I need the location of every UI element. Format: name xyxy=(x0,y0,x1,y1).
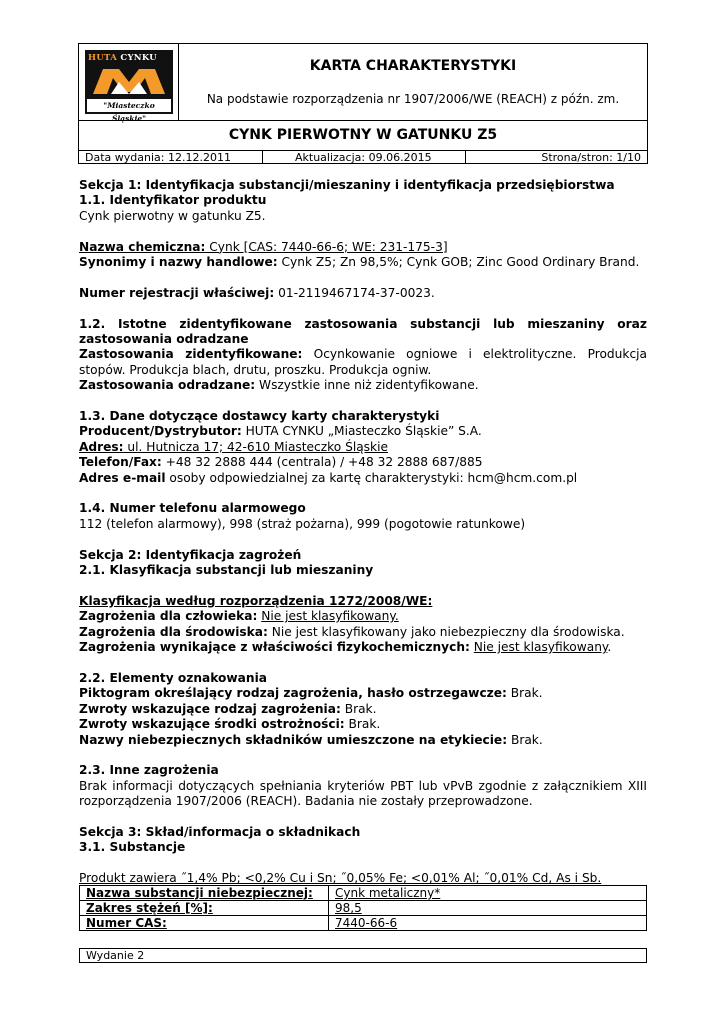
email-line xyxy=(79,471,647,486)
synonyms-label: Synonimy i nazwy handlowe: xyxy=(79,255,278,270)
table-row xyxy=(80,886,647,901)
email-value[interactable]: osoby odpowiedzialnej za kartę charakterystyki: hcm@hcm.com.pl xyxy=(165,470,578,485)
logo-top-text: HUTA CYNKU xyxy=(88,53,157,63)
logo-bottom-text: "Miasteczko Śląskie" xyxy=(87,99,171,112)
producer-line xyxy=(79,424,647,439)
subsection-1-2-heading: 1.2. Istotne zidentyfikowane zastosowania substancji lub mieszaniny oraz zastosowania odradzane xyxy=(79,316,647,347)
label-components-value: Brak. xyxy=(507,732,543,747)
phone-line xyxy=(79,455,647,470)
identified-uses-line xyxy=(79,347,647,378)
subsection-2-2-heading: 2.2. Elementy oznakowania xyxy=(79,670,267,685)
identified-uses-label: Zastosowania zidentyfikowane: xyxy=(79,347,303,362)
hazard-statements-line xyxy=(79,702,647,717)
meta-divider xyxy=(262,150,263,164)
address-line xyxy=(79,440,647,455)
environment-hazard-value: Nie jest klasyfikowany jako niebezpieczny dla środowiska. xyxy=(267,624,625,639)
other-hazards-text: Brak informacji dotyczących spełniania kryteriów PBT lub vPvB zgodnie z załącznikiem XIII rozporządzenia 1907/2006 (REACH). Badania nie zostały przeprowadzone. xyxy=(79,778,647,809)
company-logo xyxy=(85,50,173,123)
header-meta-row xyxy=(79,151,647,164)
subsection-3-1-heading: 3.1. Substancje xyxy=(79,840,186,855)
page-info: Strona/stron: 1/10 xyxy=(541,151,641,164)
table-key: Zakres stężeń [%]: xyxy=(80,901,329,916)
identified-uses-value: Ocynkowanie ogniowe i elektrolityczne. Produkcja stopów. Produkcja blach, drutu, proszku. Produkcja ogniw. xyxy=(79,347,648,377)
pictogram-value: Brak. xyxy=(506,686,543,701)
address-value: ul. Hutnicza 17; 42-610 Miasteczko Śląskie xyxy=(123,439,388,454)
table-key: Nazwa substancji niebezpiecznej: xyxy=(80,886,329,901)
phone-label: Telefon/Fax: xyxy=(79,455,162,470)
human-hazard-line xyxy=(79,609,647,624)
chemical-name-value: Cynk [CAS: 7440-66-6; WE: 231-175-3] xyxy=(205,239,448,254)
subsection-1-3-heading: 1.3. Dane dotyczące dostawcy karty charakterystyki xyxy=(79,409,440,424)
document-title: KARTA CHARAKTERYSTYKI xyxy=(309,58,517,74)
product-name: CYNK PIERWOTNY W GATUNKU Z5 xyxy=(228,127,498,143)
pictogram-line xyxy=(79,686,647,701)
document-body xyxy=(79,178,647,887)
header-divider xyxy=(79,120,647,121)
meta-divider xyxy=(465,150,466,164)
human-hazard-label: Zagrożenia dla człowieka: xyxy=(79,609,258,624)
subsection-2-3-heading: 2.3. Inne zagrożenia xyxy=(79,763,219,778)
pictogram-label: Piktogram określający rodzaj zagrożenia, hasło ostrzegawcze: xyxy=(79,686,507,701)
label-components-label: Nazwy niebezpiecznych składników umieszczone na etykiecie: xyxy=(79,732,508,747)
logo-emblem xyxy=(89,66,169,96)
phone-value: +48 32 2888 444 (centrala) / +48 32 2888 687/885 xyxy=(161,455,483,470)
subsection-2-1-heading: 2.1. Klasyfikacja substancji lub mieszaniny xyxy=(79,563,374,578)
document-subtitle: Na podstawie rozporządzenia nr 1907/2006/WE (REACH) z późn. zm. xyxy=(206,92,620,106)
precautionary-statements-line xyxy=(79,717,647,732)
table-row xyxy=(80,916,647,931)
producer-label: Producent/Dystrybutor: xyxy=(79,424,242,439)
advised-against-label: Zastosowania odradzane: xyxy=(79,378,256,393)
hazard-statements-value: Brak. xyxy=(340,701,377,716)
subsection-1-4-heading: 1.4. Numer telefonu alarmowego xyxy=(79,501,306,516)
table-key: Numer CAS: xyxy=(80,916,329,931)
physical-hazard-line: Zagrożenia wynikające z właściwości fizykochemicznych: Nie jest klasyfikowany. xyxy=(79,640,612,655)
section-3-heading: Sekcja 3: Skład/informacja o składnikach xyxy=(79,824,361,839)
table-value: 7440-66-6 xyxy=(329,916,647,931)
document-header xyxy=(78,43,648,164)
table-value: Cynk metaliczny* xyxy=(329,886,647,901)
table-value: 98,5 xyxy=(329,901,647,916)
registration-label: Numer rejestracji właściwej: xyxy=(79,285,275,300)
emergency-numbers: 112 (telefon alarmowy), 998 (straż pożarna), 999 (pogotowie ratunkowe) xyxy=(79,516,526,531)
registration-line xyxy=(79,286,647,301)
human-hazard-value: Nie jest klasyfikowany. xyxy=(261,609,399,624)
environment-hazard-line xyxy=(79,625,647,640)
product-identifier: Cynk pierwotny w gatunku Z5. xyxy=(79,208,266,223)
composition-table xyxy=(79,885,647,931)
synonyms-line xyxy=(79,255,647,270)
label-components-line xyxy=(79,733,647,748)
synonyms-value: Cynk Z5; Zn 98,5%; Cynk GOB; Zinc Good Ordinary Brand. xyxy=(277,255,640,270)
page-footer: Wydanie 2 xyxy=(79,948,647,963)
section-1-heading: Sekcja 1: Identyfikacja substancji/mieszaniny i identyfikacja przedsiębiorstwa xyxy=(79,178,615,192)
classification-heading: Klasyfikacja według rozporządzenia 1272/2008/WE: xyxy=(79,593,433,608)
advised-against-line xyxy=(79,378,647,393)
physical-hazard-label: Zagrożenia wynikające z właściwości fizykochemicznych: xyxy=(79,640,470,655)
precautionary-statements-label: Zwroty wskazujące środki ostrożności: xyxy=(79,717,345,732)
registration-value: 01-2119467174-37-0023. xyxy=(274,285,435,300)
hazard-statements-label: Zwroty wskazujące rodzaj zagrożenia: xyxy=(79,701,341,716)
environment-hazard-label: Zagrożenia dla środowiska: xyxy=(79,624,268,639)
table-row xyxy=(80,901,647,916)
email-label: Adres e-mail xyxy=(79,470,166,485)
update-date: Aktualizacja: 09.06.2015 xyxy=(295,151,432,164)
precautionary-statements-value: Brak. xyxy=(344,717,381,732)
logo-cell xyxy=(79,44,179,123)
producer-value: HUTA CYNKU „Miasteczko Śląskie” S.A. xyxy=(241,424,482,439)
subsection-1-1-heading: 1.1. Identyfikator produktu xyxy=(79,193,267,208)
physical-hazard-value: Nie jest klasyfikowany xyxy=(473,640,608,655)
chemical-name-label: Nazwa chemiczna: xyxy=(79,239,206,254)
product-content-line: Produkt zawiera ˝1,4% Pb; <0,2% Cu i Sn; ˝0,05% Fe; <0,01% Al; ˝0,01% Cd, As i Sb. xyxy=(79,871,602,886)
chemical-name-line xyxy=(79,240,647,255)
section-2-heading: Sekcja 2: Identyfikacja zagrożeń xyxy=(79,547,302,562)
issue-date: Data wydania: 12.12.2011 xyxy=(85,151,231,164)
advised-against-value: Wszystkie inne niż zidentyfikowane. xyxy=(255,378,479,393)
address-label: Adres: xyxy=(79,439,124,454)
